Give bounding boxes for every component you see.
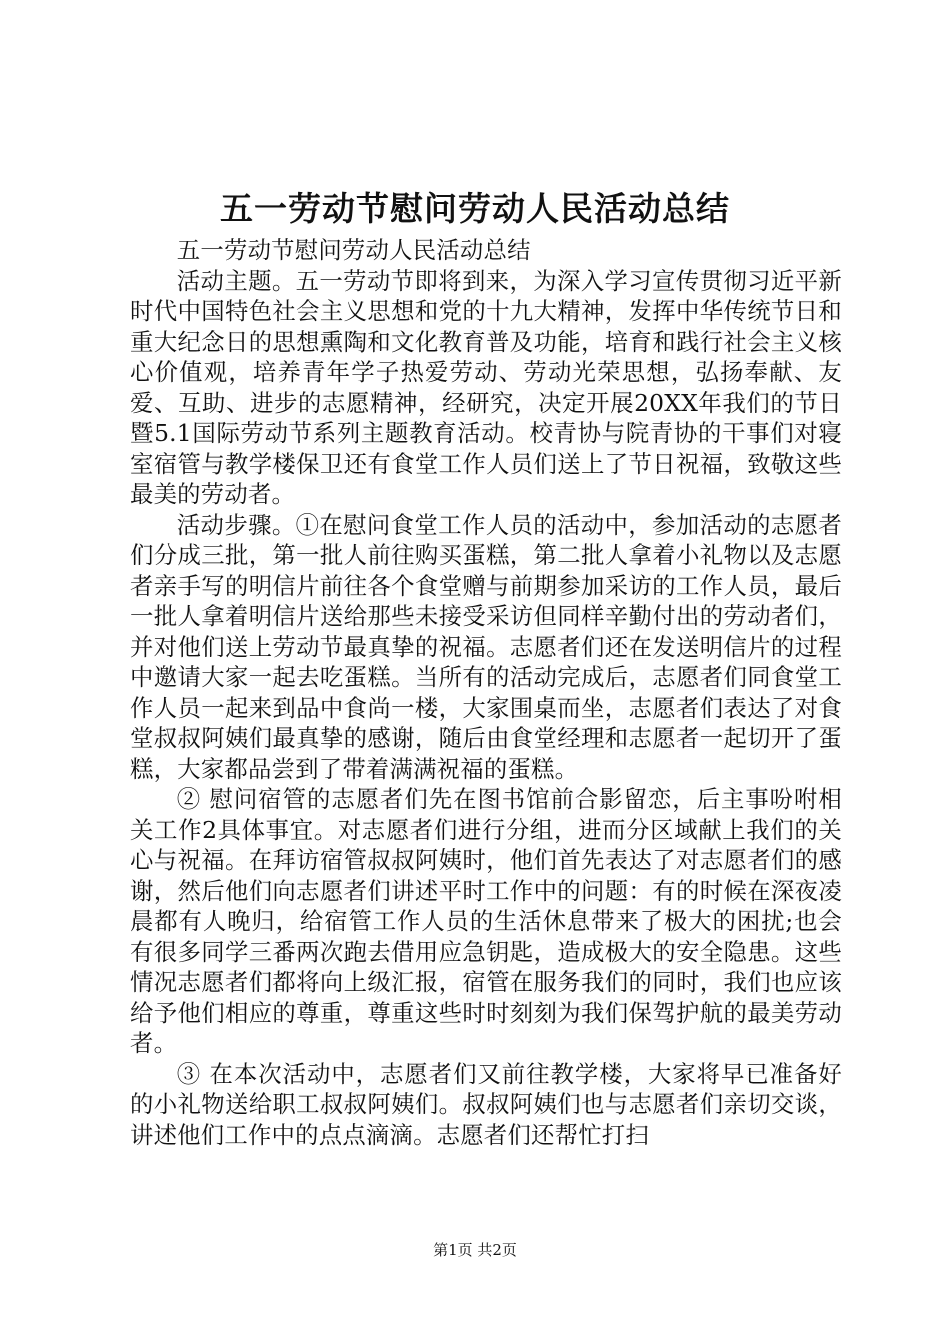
- document-body: [130, 235, 842, 1150]
- paragraph-subtitle: 五一劳动节慰问劳动人民活动总结: [176, 236, 531, 264]
- document-title: 五一劳动节慰问劳动人民活动总结: [220, 189, 730, 228]
- paragraph-activity-steps: 活动步骤。①在慰问食堂工作人员的活动中，参加活动的志愿者们分成三批，第一批人前往购买蛋糕，第二批人拿着小礼物以及志愿者亲手写的明信片前往各个食堂赠与前期参加采访的工作人员，最后一批人拿着明信片送给那些未接受采访但同样辛勤付出的劳动者们，并对他们送上劳动节最真挚的祝福。志愿者们还在发送明信片的过程中邀请大家一起去吃蛋糕。当所有的活动完成后，志愿者们同食堂工作人员一起来到品中食尚一楼，大家围桌而坐，志愿者们表达了对食堂叔叔阿姨们最真挚的感谢，随后由食堂经理和志愿者一起切开了蛋糕，大家都品尝到了带着满满祝福的蛋糕。: [130, 510, 842, 783]
- paragraph-activity-theme: 活动主题。五一劳动节即将到来，为深入学习宣传贯彻习近平新时代中国特色社会主义思想和党的十九大精神，发挥中华传统节日和重大纪念日的思想熏陶和文化教育普及功能，培育和践行社会主义核心价值观，培养青年学子热爱劳动、劳动光荣思想，弘扬奉献、友爱、互助、进步的志愿精神，经研究，决定开展20XX年我们的节日暨5.1国际劳动节系列主题教育活动。校青协与院青协的干事们对寝室宿管与教学楼保卫还有食堂工作人员们送上了节日祝福，致敬这些最美的劳动者。: [130, 266, 842, 508]
- paragraph-teaching-building: ③ 在本次活动中，志愿者们又前往教学楼，大家将早已准备好的小礼物送给职工叔叔阿姨们。叔叔阿姨们也与志愿者们亲切交谈，讲述他们工作中的点点滴滴。志愿者们还帮忙打扫: [130, 1059, 842, 1149]
- page-footer: 第1页 共2页: [433, 1241, 517, 1259]
- paragraph-dorm-visit: ② 慰问宿管的志愿者们先在图书馆前合影留恋，后主事吩咐相关工作2具体事宜。对志愿者们进行分组，进而分区域献上我们的关心与祝福。在拜访宿管叔叔阿姨时，他们首先表达了对志愿者们的感谢，然后他们向志愿者们讲述平时工作中的问题：有的时候在深夜凌晨都有人晚归，给宿管工作人员的生活休息带来了极大的困扰;也会有很多同学三番两次跑去借用应急钥匙，造成极大的安全隐患。这些情况志愿者们都将向上级汇报，宿管在服务我们的同时，我们也应该给予他们相应的尊重，尊重这些时时刻刻为我们保驾护航的最美劳动者。: [130, 785, 842, 1057]
